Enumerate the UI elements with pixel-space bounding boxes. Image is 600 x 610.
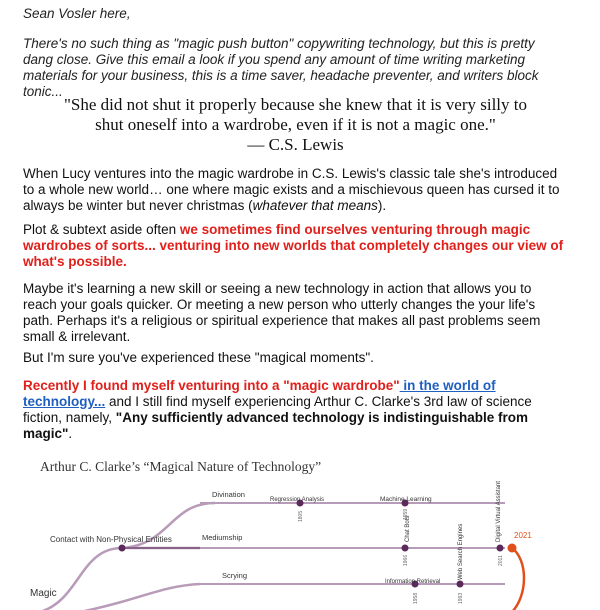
label-magic: Magic bbox=[30, 588, 57, 599]
figure-title: Arthur C. Clarke’s “Magical Nature of Technology” bbox=[40, 459, 322, 474]
year-1966: 1966 bbox=[403, 554, 409, 566]
quote-line-2: shut oneself into a wardrobe, even if it is not a magic one." bbox=[95, 115, 496, 134]
node-contact bbox=[119, 545, 126, 552]
paragraph-magical-moments: But I'm sure you've experienced these "magical moments". bbox=[23, 350, 374, 365]
paragraph-clarke bbox=[23, 378, 568, 442]
year-1958: 1958 bbox=[413, 592, 419, 604]
branch-magic-scrying bbox=[80, 584, 200, 610]
node-assistant bbox=[497, 545, 504, 552]
label-ir: Information Retrieval bbox=[385, 579, 441, 585]
node-web-search bbox=[457, 581, 464, 588]
p1-text: When Lucy ventures into the magic wardrobe in C.S. Lewis's classic tale she's introduced to a whole new world… one where magic exists and a mischievous queen has cursed it to always be winter but never christmas ( bbox=[23, 166, 560, 213]
quote-line-1: "She did not shut it properly because she knew that it is very silly to bbox=[63, 95, 528, 114]
year-2011: 2011 bbox=[498, 555, 504, 566]
cs-lewis-quote bbox=[23, 95, 568, 155]
greeting: Sean Vosler here, bbox=[23, 6, 131, 21]
label-ml: Machine Learning bbox=[380, 496, 432, 503]
label-web-search: Web Search Engines bbox=[458, 523, 464, 580]
p1-end: ). bbox=[377, 198, 387, 213]
label-divination: Divination bbox=[212, 490, 245, 499]
label-chatbots: Chat Bots bbox=[405, 515, 411, 542]
p2-text: Plot & subtext aside often bbox=[23, 222, 180, 237]
label-contact: Contact with Non-Physical Entities bbox=[50, 535, 172, 544]
branch-magic-contact bbox=[40, 548, 122, 610]
intro-paragraph: There's no such thing as "magic push button" copywriting technology, but this is pretty dang close. Give this email a look if you spend any amount of time writing marketing materials for your business, this is a time saver, headache preventer, and writers block tonic... bbox=[23, 36, 539, 99]
present-arc bbox=[512, 548, 524, 610]
p5-clarke-law: "Any sufficiently advanced technology is indistinguishable from magic" bbox=[23, 410, 529, 441]
p2-highlight: we sometimes find ourselves venturing through magic wardrobes of sorts... venturing into new worlds that completely changes our view of what's possible. bbox=[23, 222, 564, 269]
year-1959: 1959 bbox=[403, 508, 409, 520]
p5-text: and I still find myself experiencing Arthur C. Clarke's 3rd law of science fiction, namely, bbox=[23, 394, 532, 425]
technology-tree-diagram bbox=[0, 450, 600, 610]
node-chatbots bbox=[402, 545, 409, 552]
label-regression: Regression Analysis bbox=[270, 497, 325, 503]
technology-link[interactable]: in the world of technology... bbox=[23, 378, 496, 409]
label-assistant: Digital Virtual Assistant bbox=[496, 481, 502, 542]
quote-attribution: — C.S. Lewis bbox=[247, 135, 344, 154]
paragraph-plot bbox=[23, 222, 568, 270]
label-year-now: 2021 bbox=[514, 531, 532, 540]
p5-highlight: Recently I found myself venturing into a "magic wardrobe" bbox=[23, 378, 400, 393]
p5-end: . bbox=[68, 426, 73, 441]
p1-italic: whatever that means bbox=[252, 198, 378, 213]
paragraph-new-skill: Maybe it's learning a new skill or seeing a new technology in action that allows you to reach your goals quicker. Or meeting a new person who utterly changes the your life's path. Perhaps it's a religious or spiritual experience that makes all past problems seem small & irrelevant. bbox=[23, 281, 541, 344]
year-1805: 1805 bbox=[298, 510, 304, 522]
label-scrying: Scrying bbox=[222, 571, 248, 580]
paragraph-lucy bbox=[23, 166, 568, 214]
year-1993: 1993 bbox=[458, 592, 464, 604]
label-mediumship: Mediumship bbox=[202, 533, 243, 542]
